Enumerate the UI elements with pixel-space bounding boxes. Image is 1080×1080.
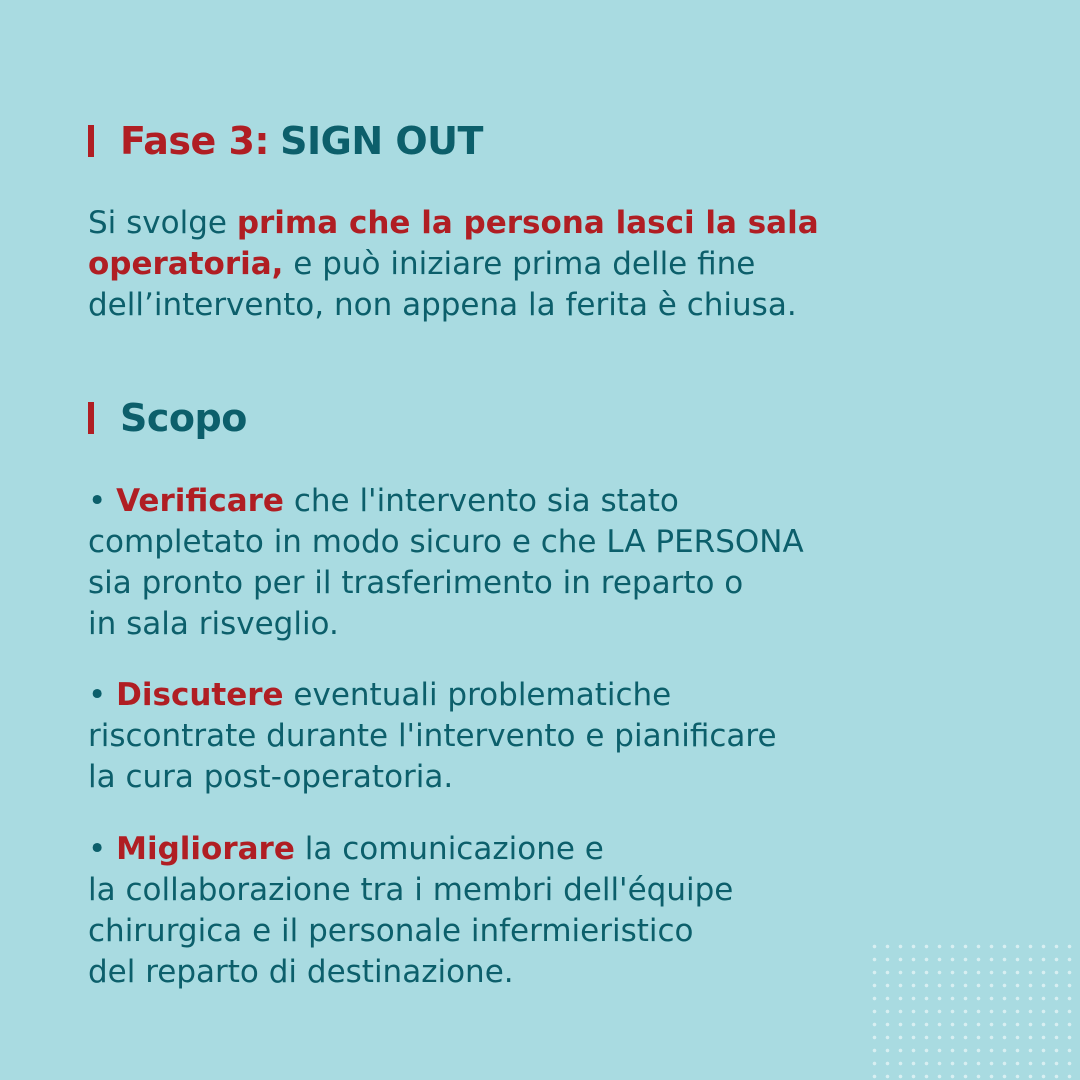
intro-line-2 xyxy=(88,244,988,285)
bullet-line: del reparto di destinazione. xyxy=(88,954,514,990)
intro-text-2: e può iniziare prima delle fine xyxy=(283,246,756,282)
bullet-item xyxy=(88,675,988,798)
heading-accent-bar xyxy=(88,125,94,157)
intro-highlight-2: operatoria, xyxy=(88,246,284,282)
heading-title: Scopo xyxy=(120,396,247,440)
bullet-text: la comunicazione e xyxy=(294,831,604,867)
bullet-line: in sala risveglio. xyxy=(88,606,339,642)
bullet-text: che l'intervento sia stato xyxy=(283,483,679,519)
bullet-marker: • xyxy=(88,483,117,519)
section-heading-sign-out xyxy=(88,119,483,163)
bullet-line: completato in modo sicuro e che LA PERSONA xyxy=(88,524,804,560)
intro-highlight: prima che la persona lasci la sala xyxy=(236,205,819,241)
bullet-line: la cura post-operatoria. xyxy=(88,759,454,795)
bullet-keyword: Verificare xyxy=(116,483,284,519)
section-heading-scopo xyxy=(88,396,247,440)
bullet-line xyxy=(88,481,988,522)
heading-title: SIGN OUT xyxy=(280,119,483,163)
bullet-marker: • xyxy=(88,831,117,867)
intro-paragraph xyxy=(88,203,988,326)
heading-accent-bar xyxy=(88,402,94,434)
bullet-text: eventuali problematiche xyxy=(283,677,672,713)
bullet-line: riscontrate durante l'intervento e pianificare xyxy=(88,718,777,754)
heading-phase-label: Fase 3: xyxy=(120,119,270,163)
intro-line-1 xyxy=(88,203,988,244)
bullet-item xyxy=(88,829,988,993)
bullet-line xyxy=(88,829,988,870)
bullet-line: la collaborazione tra i membri dell'équipe xyxy=(88,872,734,908)
decorative-dot-grid xyxy=(868,940,1080,1080)
bullet-item xyxy=(88,481,988,645)
bullet-line xyxy=(88,675,988,716)
bullet-keyword: Migliorare xyxy=(116,831,295,867)
intro-line-3: dell’intervento, non appena la ferita è chiusa. xyxy=(88,287,797,323)
bullet-line: chirurgica e il personale infermieristico xyxy=(88,913,694,949)
bullet-line: sia pronto per il trasferimento in reparto o xyxy=(88,565,744,601)
intro-text: Si svolge xyxy=(88,205,237,241)
bullet-marker: • xyxy=(88,677,117,713)
bullet-keyword: Discutere xyxy=(116,677,284,713)
